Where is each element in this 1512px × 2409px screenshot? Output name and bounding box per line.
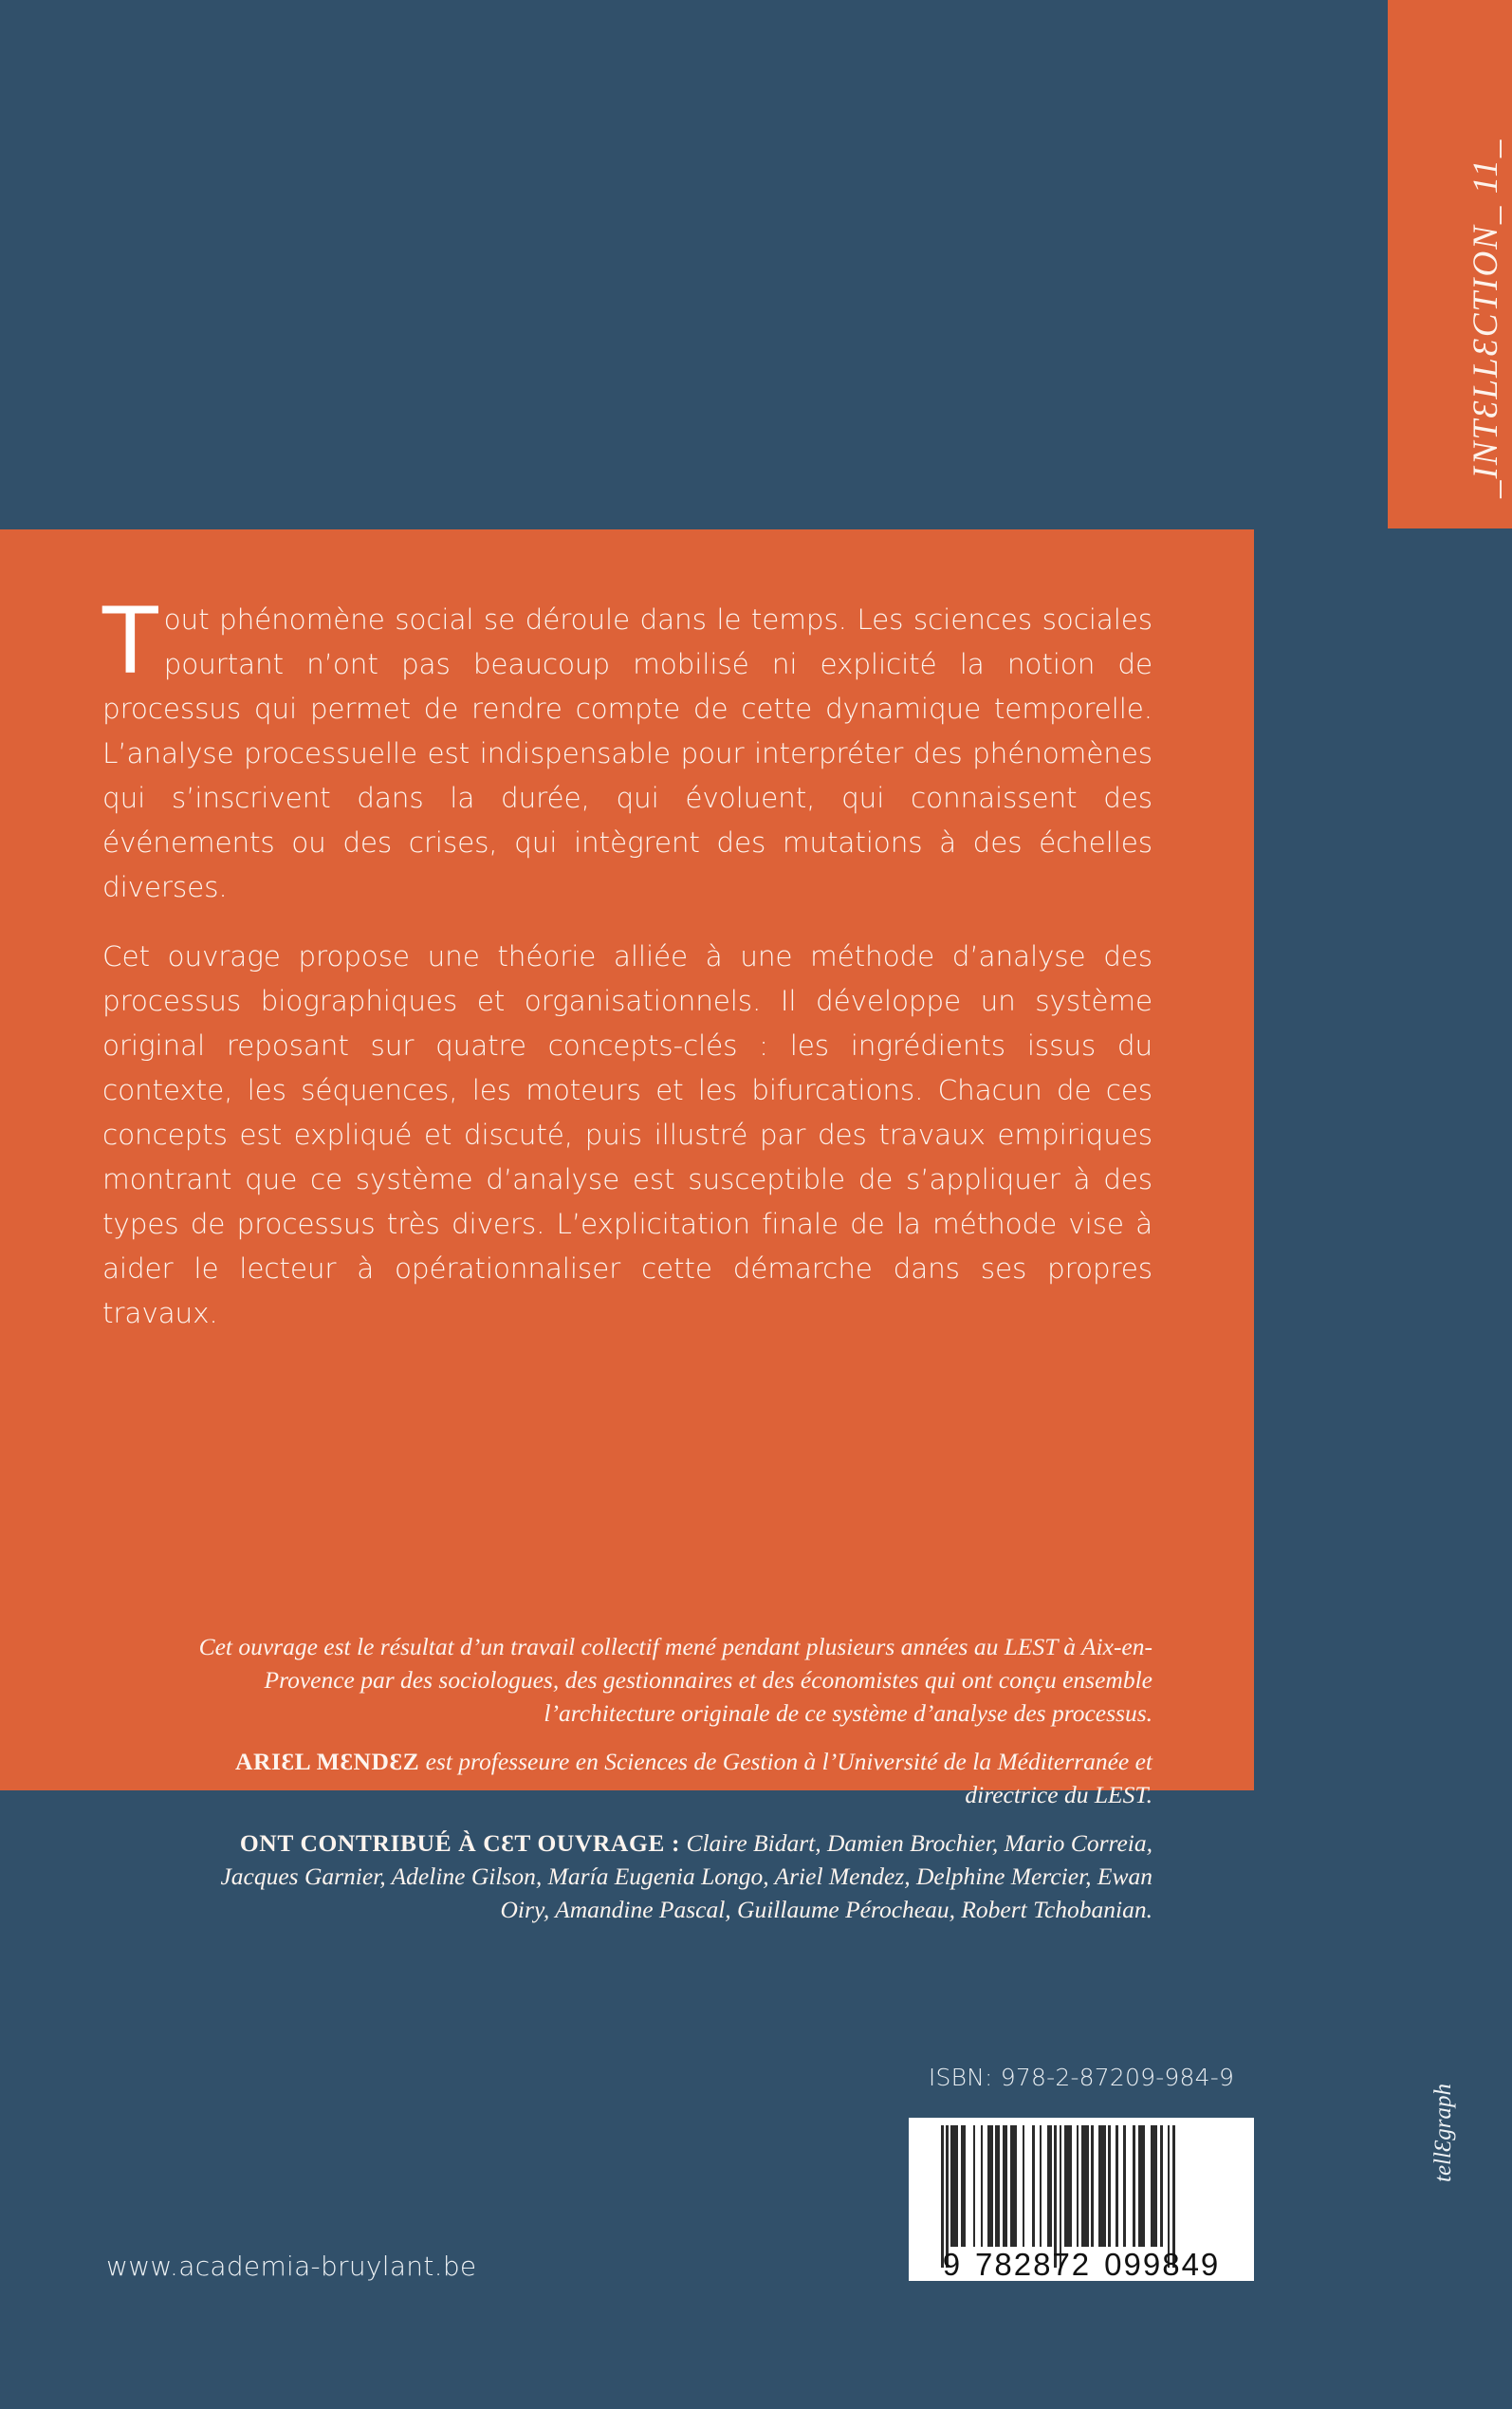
blurb-paragraph-1-text: out phénomène social se déroule dans le temps. Les sciences sociales pourtant n’ont pas beaucoup mobilisé ni explicité la notion de processus qui permet de rendre compte de cette dynamique temporelle. L’analyse processuelle est indispensable pour interpréter des phénomènes qui s’inscrivent dans la durée, qui évoluent, qui connaissent des événements ou des crises, qui intègrent des mutations à des échelles diverses.	[102, 603, 1152, 903]
blurb-block	[102, 588, 1152, 1336]
contributors-credit	[171, 1826, 1152, 1926]
barcode-digit-tail: 099849	[1104, 2247, 1221, 2282]
barcode	[909, 2118, 1254, 2281]
contributors-list: Claire Bidart, Damien Brochier, Mario Correia, Jacques Garnier, Adeline Gilson, María Eugenia Longo, Ariel Mendez, Delphine Mercier, Ewan Oiry, Amandine Pascal, Guillaume Pérocheau, Robert Tchobanian.	[220, 1829, 1152, 1923]
imprint-label: tellƐgraph	[1430, 2083, 1456, 2182]
barcode-digit-mid: 782872	[975, 2247, 1092, 2282]
author-credit	[171, 1745, 1152, 1811]
blurb-paragraph-1	[102, 588, 1152, 910]
credits-block	[171, 1630, 1152, 1926]
collective-note: Cet ouvrage est le résultat d’un travail collectif mené pendant plusieurs années au LEST à Aix-en-Provence par des sociologues, des gestionnaires et des économistes qui ont conçu ensemble l’architecture originale de ce système d’analyse des processus.	[198, 1633, 1152, 1727]
blurb-paragraph-2: Cet ouvrage propose une théorie alliée à une méthode d’analyse des processus biographiques et organisationnels. Il développe un système original reposant sur quatre concepts-clés : les ingrédients issus du contexte, les séquences, les moteurs et les bifurcations. Chacun de ces concepts est expliqué et discuté, puis illustré par des travaux empiriques montrant que ce système d’analyse est susceptible de s’appliquer à des types de processus très divers. L’explicitation finale de la méthode vise à aider le lecteur à opérationnaliser cette démarche dans ses propres travaux.	[102, 940, 1152, 1329]
dropcap-letter: T	[102, 588, 158, 695]
contributors-label: ONT CONTRIBUÉ À CƐT OUVRAGE :	[239, 1829, 681, 1857]
publisher-website[interactable]: www.academia-bruylant.be	[106, 2251, 477, 2282]
barcode-digit-lead: 9	[942, 2247, 963, 2282]
barcode-digits	[909, 2247, 1254, 2283]
series-spine-strip	[1388, 0, 1512, 528]
author-name: ARIƐL MƐNDƐZ	[234, 1748, 420, 1775]
isbn-text: ISBN: 978-2-87209-984-9	[928, 2064, 1235, 2091]
series-label: _INTƐLLƐCTION_ 11_	[1466, 138, 1505, 498]
barcode-bars	[941, 2125, 1175, 2247]
back-cover-orange-panel	[0, 529, 1254, 1923]
author-bio: est professeure en Sciences de Gestion à l’Université de la Méditerranée et directrice du LEST.	[419, 1748, 1152, 1808]
